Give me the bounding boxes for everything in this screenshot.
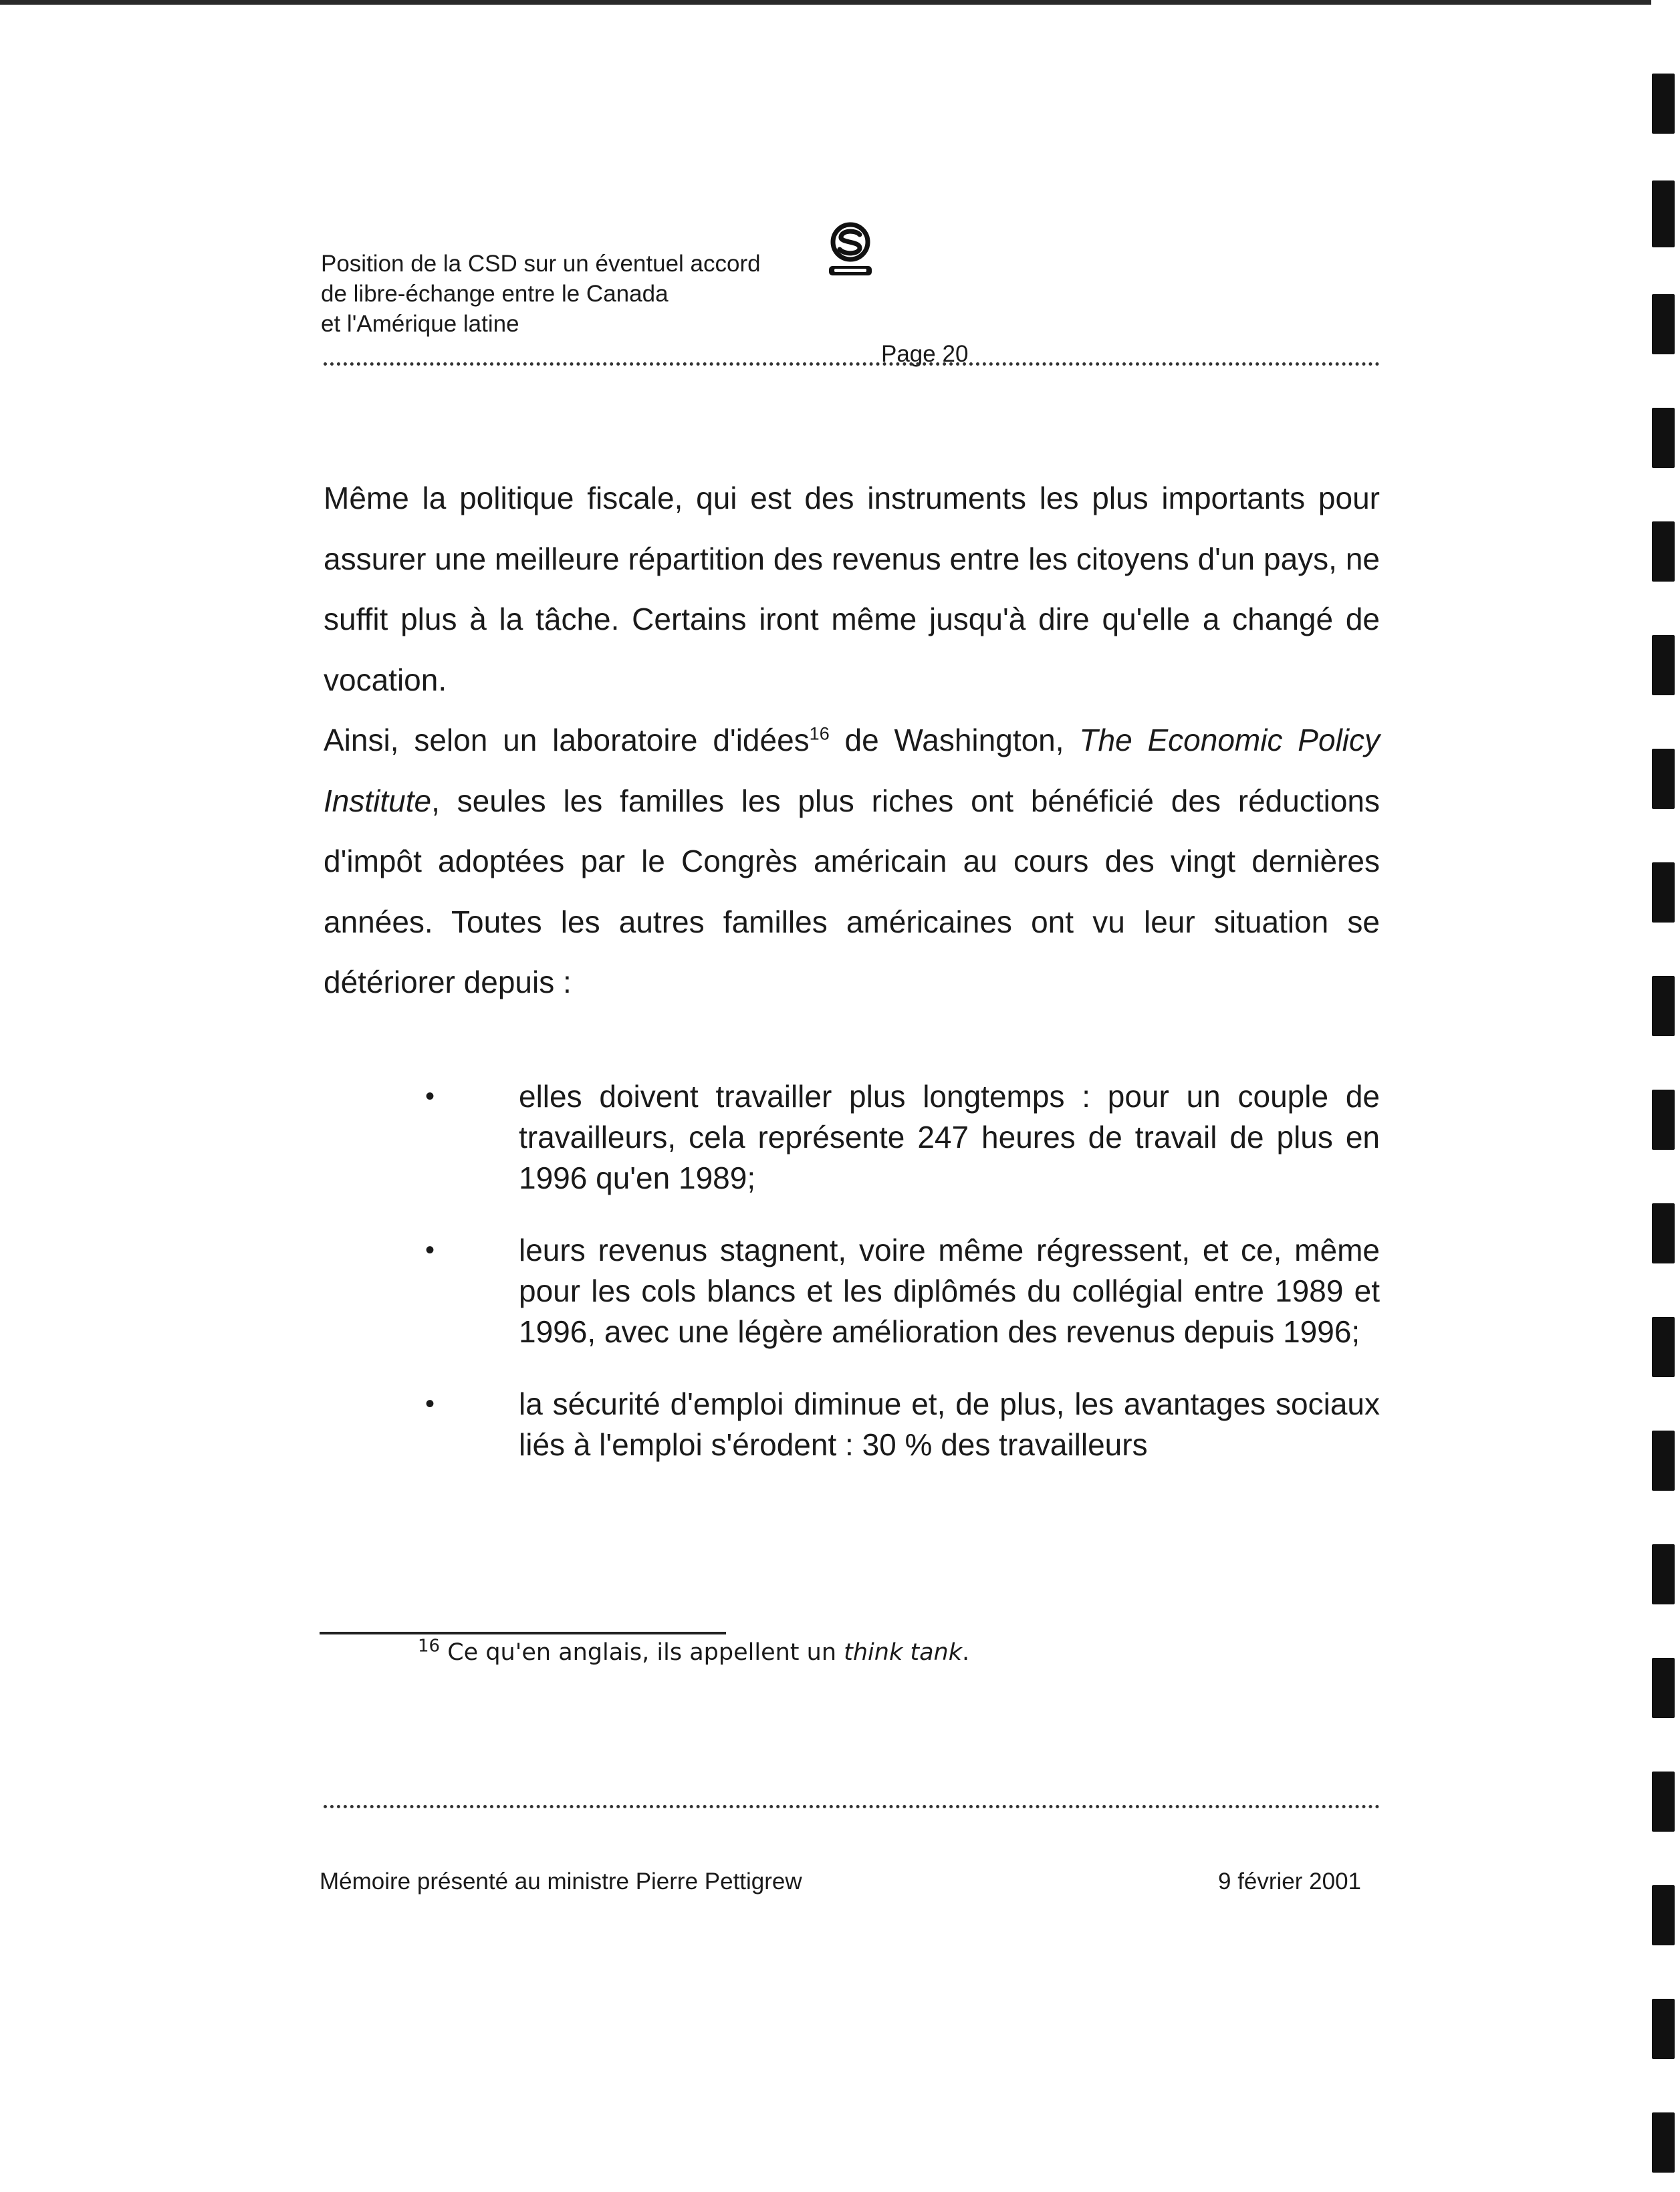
footnote-text: Ce qu'en anglais, ils appellent un <box>447 1639 844 1666</box>
binder-mark <box>1652 2112 1675 2173</box>
bullet-icon: • <box>425 1389 435 1419</box>
footnote-end: . <box>962 1639 970 1666</box>
binder-mark <box>1652 749 1675 809</box>
header-title-line: et l'Amérique latine <box>321 311 519 337</box>
paragraph: Même la politique fiscale, qui est des instruments les plus importants pour assurer une meilleure répartition des revenus entre les citoyens d'un pays, ne suffit plus à la tâche. Certains iront même jusqu'à dire qu'elle a changé de vocation. <box>324 481 1380 697</box>
paragraph-text: Ainsi, selon un laboratoire d'idées <box>324 723 810 757</box>
binder-mark <box>1652 1999 1675 2059</box>
footer-left-text: Mémoire présenté au ministre Pierre Pettigrew <box>320 1868 802 1895</box>
scan-top-edge <box>0 0 1651 5</box>
binder-mark <box>1652 1090 1675 1150</box>
page-label: Page <box>881 341 936 367</box>
binder-mark <box>1652 1544 1675 1604</box>
footer-date: 9 février 2001 <box>1218 1868 1362 1895</box>
bullet-list <box>324 1076 1380 1497</box>
institute-name: The Economic Policy Institute <box>324 723 1381 818</box>
binder-mark <box>1652 74 1675 134</box>
list-item <box>324 1384 1380 1465</box>
footnote <box>418 1632 969 1673</box>
header-title-line: Position de la CSD sur un éventuel accord <box>321 251 761 277</box>
list-item-text: leurs revenus stagnent, voire même régressent, et ce, même pour les cols blancs et les diplômés du collégial entre 1989 et 1996, avec une légère amélioration des revenus depuis 1996; <box>519 1233 1380 1349</box>
header-divider <box>324 362 1380 366</box>
binder-mark <box>1652 1317 1675 1377</box>
binder-mark <box>1652 294 1675 354</box>
bullet-icon: • <box>425 1235 435 1265</box>
document-header-title <box>321 249 761 339</box>
binder-mark <box>1652 180 1675 247</box>
footnote-term: think tank <box>844 1639 962 1666</box>
list-item-text: la sécurité d'emploi diminue et, de plus, les avantages sociaux liés à l'emploi s'érodent : 30 % des travailleurs <box>519 1386 1380 1462</box>
document-body <box>324 468 1380 1013</box>
binder-mark <box>1652 1772 1675 1832</box>
page-number-value: 20 <box>942 341 969 367</box>
binder-mark <box>1652 976 1675 1036</box>
footnote-number: 16 <box>418 1636 441 1657</box>
binder-mark <box>1652 1658 1675 1718</box>
paragraph-text: , seules les familles les plus riches ont bénéficié des réductions d'impôt adoptées par le Congrès américain au cours des vingt dernières années. Toutes les autres familles américaines ont vu leur situation se détériorer depuis : <box>324 783 1380 999</box>
binder-mark <box>1652 635 1675 695</box>
binder-mark <box>1652 862 1675 923</box>
footnote-reference: 16 <box>809 723 830 744</box>
paragraph <box>324 710 1380 1013</box>
binder-holes-strip <box>1640 0 1680 2192</box>
header-title-line: de libre-échange entre le Canada <box>321 281 669 307</box>
binder-mark <box>1652 521 1675 582</box>
paragraph-text: de Washington, <box>829 723 1080 757</box>
list-item <box>324 1076 1380 1199</box>
binder-mark <box>1652 1885 1675 1945</box>
list-item <box>324 1230 1380 1352</box>
binder-mark <box>1652 1203 1675 1263</box>
csd-logo-icon <box>826 222 874 282</box>
list-item-text: elles doivent travailler plus longtemps : pour un couple de travailleurs, cela représente 247 heures de travail de plus en 1996 qu'en 1989; <box>519 1079 1380 1195</box>
footer-divider <box>324 1805 1380 1808</box>
binder-mark <box>1652 408 1675 468</box>
bullet-icon: • <box>425 1082 435 1111</box>
binder-mark <box>1652 1431 1675 1491</box>
